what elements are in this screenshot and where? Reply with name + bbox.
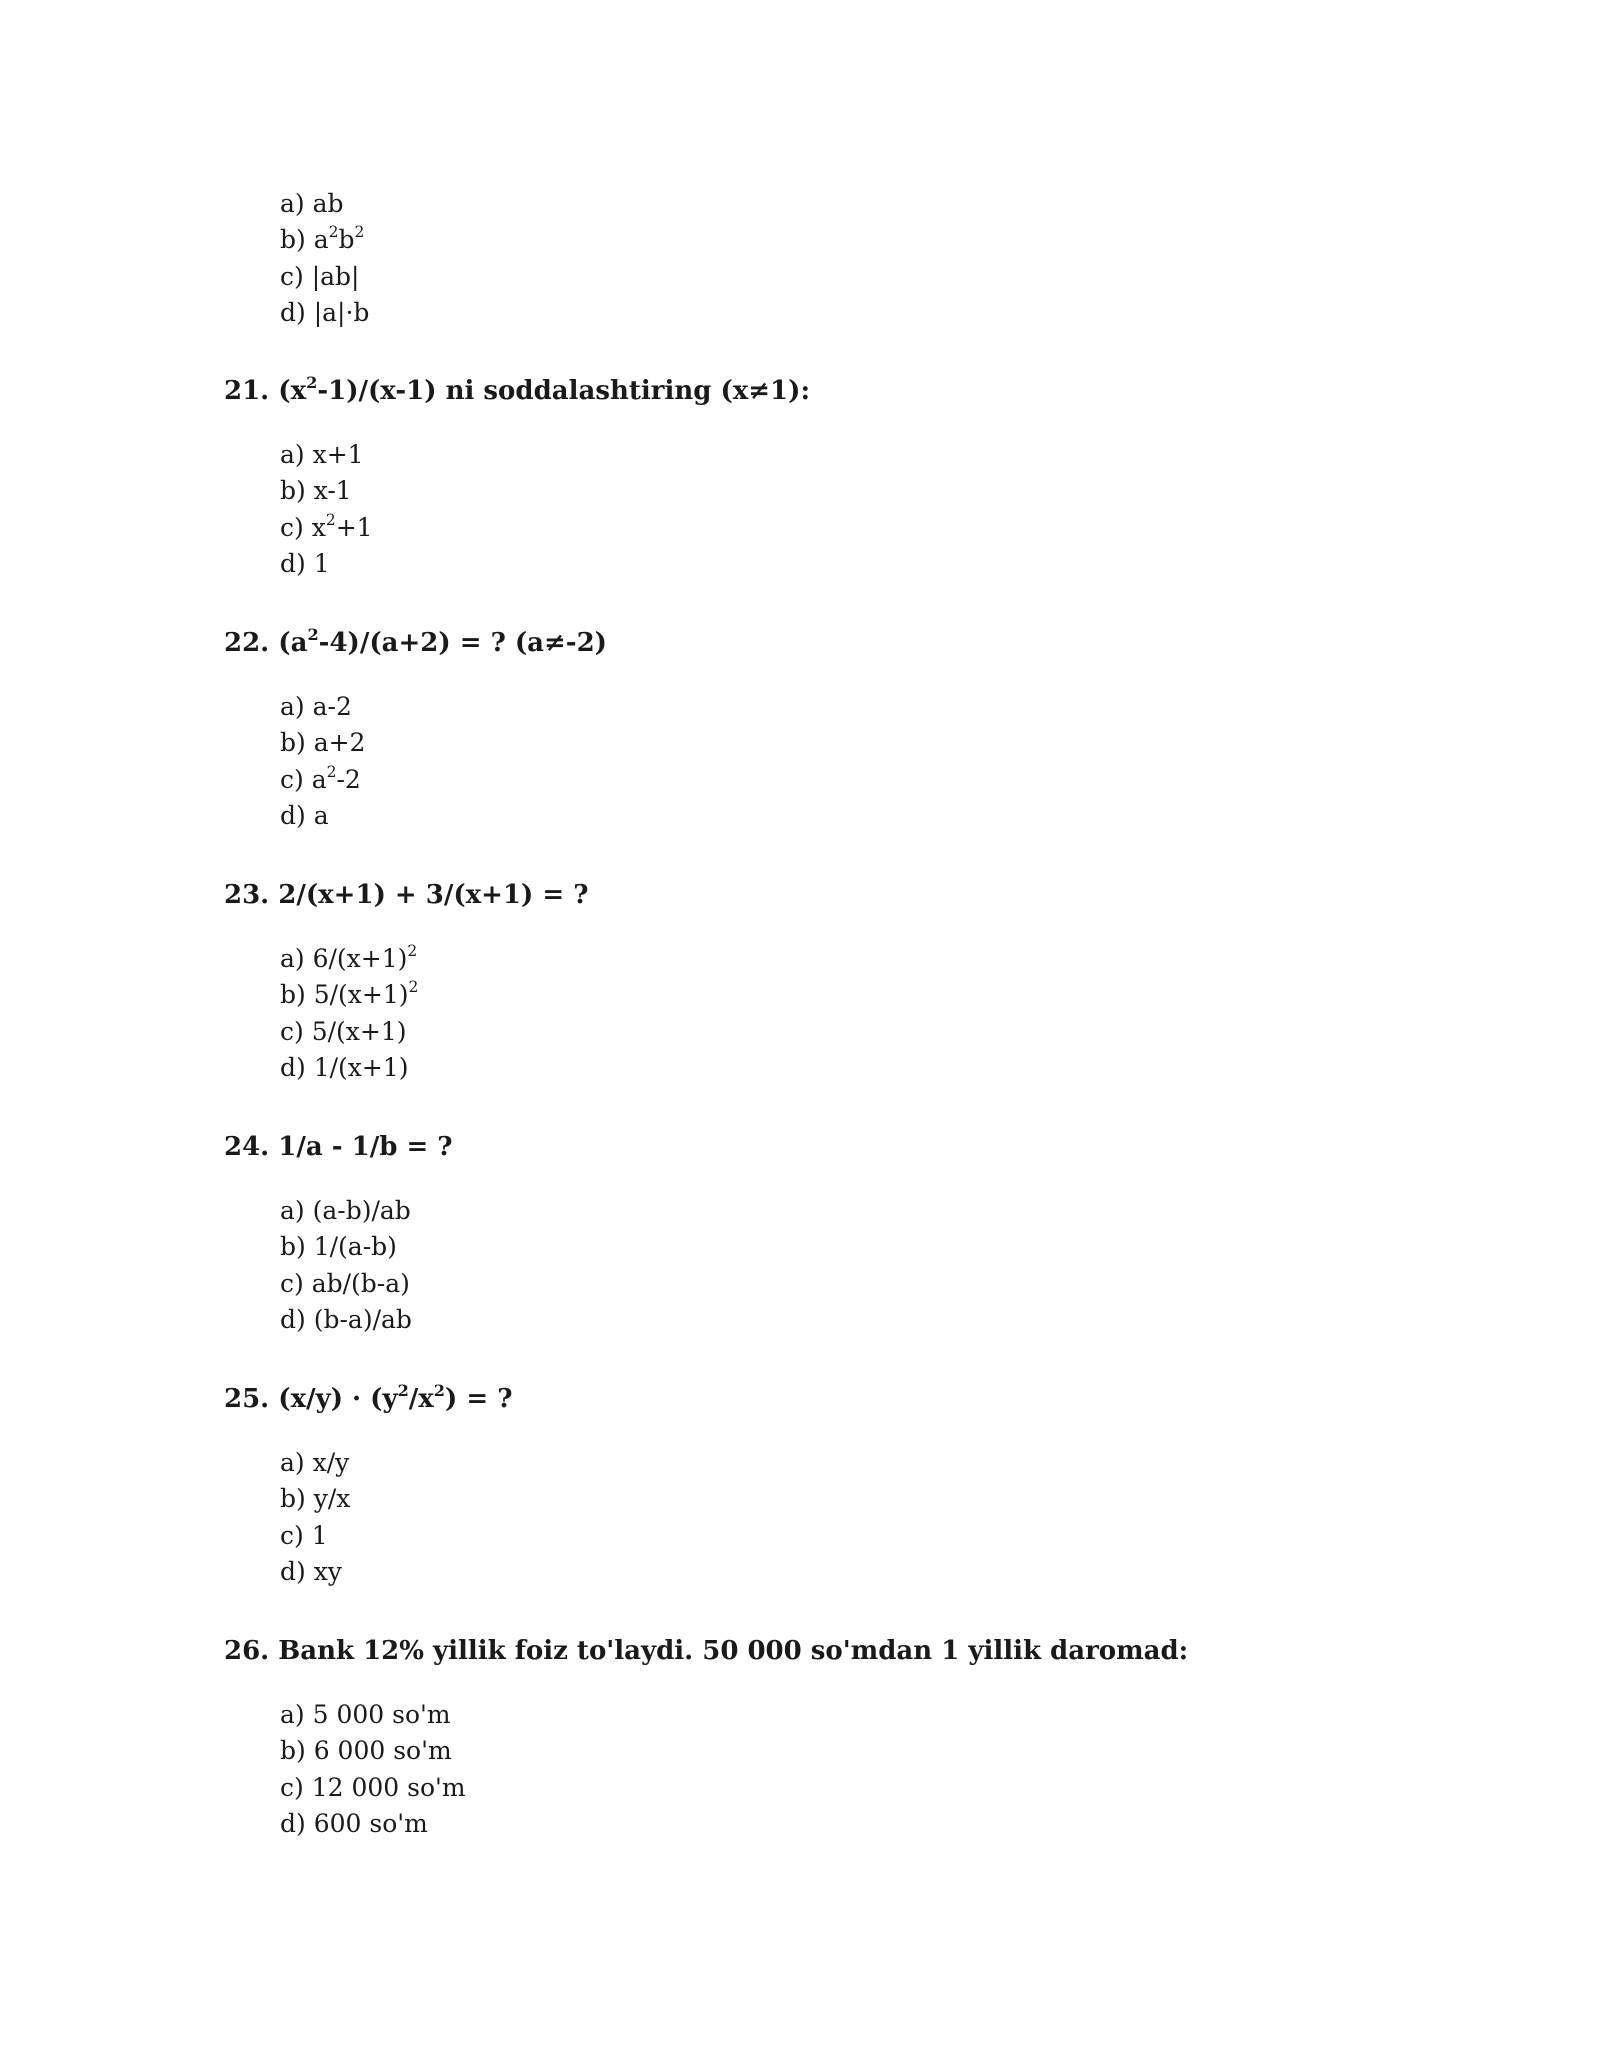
question-text [224, 1382, 512, 1416]
question-body: $(x^2-1)/(x-1)$ ni soddalashtiring (x≠1): [278, 372, 811, 406]
answer-option: b) y/x [280, 1484, 351, 1514]
answer-option: a) x+1 [280, 440, 364, 469]
answer-option: d) 1/(x+1) [280, 1052, 409, 1082]
question-number: 22. [224, 628, 270, 658]
answer-options [280, 437, 373, 582]
superscript: 2 [433, 1380, 446, 1400]
question-text [224, 626, 607, 660]
answer-options [280, 1445, 350, 1590]
question-body: 1/a - 1/b = ? [278, 1132, 453, 1162]
question-text [224, 878, 588, 912]
answer-option: d) |a|·b [280, 297, 370, 327]
superscript: 2 [306, 372, 318, 392]
question-number: 26. [224, 1636, 270, 1666]
answer-option: c) 1 [280, 1520, 328, 1550]
answer-option: b) $a^2b^2$ [280, 223, 365, 255]
superscript: 2 [328, 223, 339, 242]
answer-option: c) $a^2-2$ [280, 762, 361, 794]
answer-option: b) $5/(x+1)^2$ [280, 978, 419, 1010]
answer-option: b) 6 000 so'm [280, 1736, 452, 1766]
answer-option: b) 1/(a-b) [280, 1232, 397, 1262]
answer-option: b) a+2 [280, 728, 366, 758]
answer-option: b) x-1 [280, 476, 352, 506]
answer-options [280, 1193, 412, 1338]
question-text [224, 1634, 1188, 1668]
answer-option: d) 600 so'm [280, 1808, 428, 1838]
superscript: 2 [326, 762, 337, 781]
answer-option: c) $x^2+1$ [280, 510, 373, 542]
answer-option: c) |ab| [280, 261, 360, 291]
question-text [224, 374, 810, 408]
superscript: 2 [307, 624, 319, 644]
answer-option: c) 12 000 so'm [280, 1772, 466, 1802]
answer-option: a) 5 000 so'm [280, 1700, 451, 1729]
answer-option: d) (b-a)/ab [280, 1304, 412, 1334]
question-text [224, 1130, 453, 1164]
question-number: 25. [224, 1384, 270, 1414]
superscript: 2 [354, 223, 365, 242]
question-body: $(a^2-4)/(a+2)$ = ? (a≠-2) [278, 624, 607, 658]
question-body: Bank 12% yillik foiz to'laydi. 50 000 so'mdan 1 yillik daromad: [278, 1636, 1189, 1666]
answer-options [280, 941, 418, 1086]
answer-option: c) 5/(x+1) [280, 1016, 407, 1046]
answer-option: a) $6/(x+1)^2$ [280, 942, 418, 973]
question-number: 24. [224, 1132, 270, 1162]
answer-option: c) ab/(b-a) [280, 1268, 410, 1298]
answer-option: d) xy [280, 1556, 342, 1586]
question-number: 23. [224, 880, 270, 910]
question-body: $(x/y) \cdot (y^2/x^2)$ = ? [278, 1380, 513, 1414]
answer-option: d) 1 [280, 548, 330, 578]
superscript: 2 [407, 942, 418, 961]
superscript: 2 [397, 1380, 409, 1400]
superscript: 2 [408, 978, 419, 997]
answer-option: a) x/y [280, 1448, 350, 1477]
answer-options [280, 1697, 466, 1842]
answer-option: a) ab [280, 189, 344, 218]
answer-options [280, 186, 369, 331]
answer-option: a) a-2 [280, 692, 352, 721]
answer-options [280, 689, 365, 834]
answer-option: a) (a-b)/ab [280, 1196, 411, 1225]
question-number: 21. [224, 376, 270, 406]
superscript: 2 [325, 510, 336, 529]
question-body: 2/(x+1) + 3/(x+1) = ? [278, 880, 589, 910]
answer-option: d) a [280, 800, 329, 830]
